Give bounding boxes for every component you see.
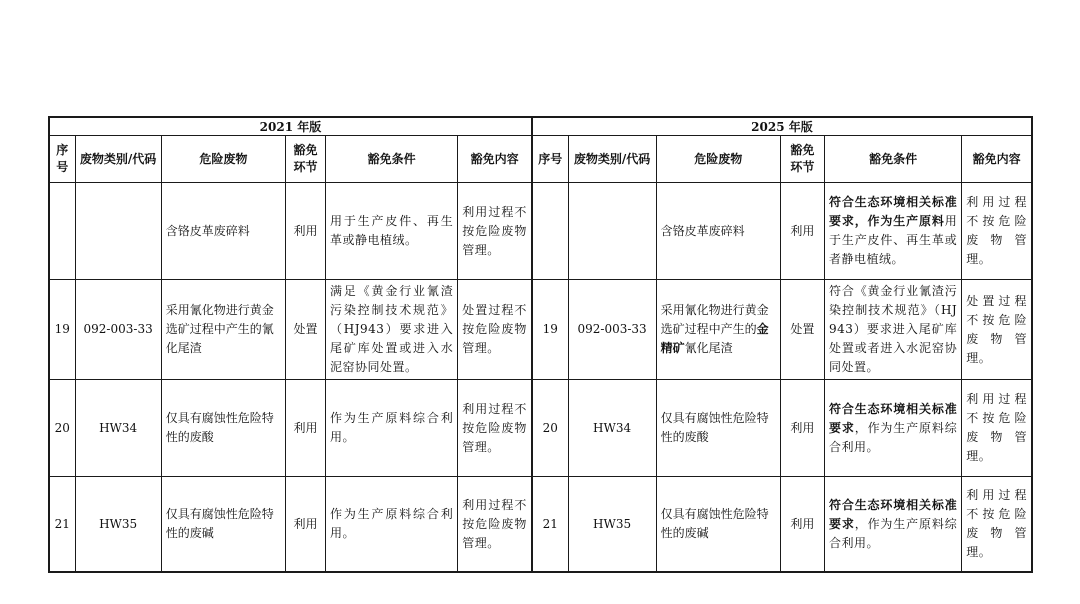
code-cell: 092-003-33 xyxy=(75,280,161,380)
content-cell: 利用过程不按危险废物管理。 xyxy=(458,183,532,280)
content-cell: 利用过程不按危险废物管理。 xyxy=(962,183,1032,280)
column-header-row xyxy=(49,136,1032,183)
content-cell: 处置过程不按危险废物管理。 xyxy=(458,280,532,380)
condition-text: 用于生产皮件、再生革或者静电植绒。 xyxy=(828,214,958,266)
waste-cell: 采用氰化物进行黄金选矿过程中产生的氰化尾渣 xyxy=(161,280,285,380)
waste-emphasis: 金精矿 xyxy=(660,322,769,355)
waste-text: 仅具有腐蚀性危险特性的废酸 xyxy=(660,411,769,444)
stage-cell: 利用 xyxy=(780,477,824,573)
condition-emphasis: 符合生态环境相关标准要求 xyxy=(828,401,958,435)
content-cell: 利用过程不按危险废物管理。 xyxy=(962,477,1032,573)
waste-text-tail: 氰化尾渣 xyxy=(684,341,733,355)
condition-emphasis: 符合生态环境相关标准要求，作为生产原料 xyxy=(828,195,958,228)
condition-cell: 用于生产皮件、再生革或静电植绒。 xyxy=(326,183,458,280)
stage-cell: 处置 xyxy=(780,280,824,380)
content-cell: 利用过程不按危险废物管理。 xyxy=(458,477,532,573)
header-condition-2021: 豁免条件 xyxy=(326,136,458,183)
condition-text: 符合《黄金行业氰渣污染控制技术规范》（HJ 943）要求进入尾矿库处置或者进入水泥窑协同处置。 xyxy=(828,284,958,374)
serial-cell: 19 xyxy=(49,280,75,380)
stage-cell: 利用 xyxy=(285,183,325,280)
serial-cell: 20 xyxy=(532,380,568,477)
serial-cell: 20 xyxy=(49,380,75,477)
waste-cell xyxy=(656,183,780,280)
header-content-2025: 豁免内容 xyxy=(962,136,1032,183)
waste-text: 含铬皮革废碎料 xyxy=(660,223,745,238)
header-waste-2021: 危险废物 xyxy=(161,136,285,183)
waste-cell: 含铬皮革废碎料 xyxy=(161,183,285,280)
table-row xyxy=(49,183,1032,280)
header-serial-2025: 序号 xyxy=(532,136,568,183)
waste-cell xyxy=(656,280,780,380)
table-row xyxy=(49,477,1032,573)
code-cell xyxy=(568,183,656,280)
content-cell: 利用过程不按危险废物管理。 xyxy=(458,380,532,477)
comparison-table-container xyxy=(48,116,1033,573)
code-cell: HW35 xyxy=(568,477,656,573)
content-cell: 利用过程不按危险废物管理。 xyxy=(962,380,1032,477)
version-2021-header: 2021 年版 xyxy=(49,117,532,136)
content-cell: 处置过程不按危险废物管理。 xyxy=(962,280,1032,380)
exemption-comparison-table xyxy=(48,116,1033,573)
header-code-2021: 废物类别/代码 xyxy=(75,136,161,183)
stage-cell: 利用 xyxy=(285,477,325,573)
table-row xyxy=(49,380,1032,477)
condition-cell: 满足《黄金行业氰渣污染控制技术规范》（HJ943）要求进入尾矿库处置或进入水泥窑协同处置。 xyxy=(326,280,458,380)
header-stage-2025: 豁免环节 xyxy=(780,136,824,183)
waste-cell: 仅具有腐蚀性危险特性的废碱 xyxy=(161,477,285,573)
condition-text: ，作为生产原料综合利用。 xyxy=(828,420,958,454)
condition-cell xyxy=(824,380,961,477)
condition-cell: 作为生产原料综合利用。 xyxy=(326,380,458,477)
condition-cell xyxy=(824,183,961,280)
header-code-2025: 废物类别/代码 xyxy=(568,136,656,183)
serial-cell: 21 xyxy=(49,477,75,573)
code-cell: HW34 xyxy=(75,380,161,477)
header-content-2021: 豁免内容 xyxy=(458,136,532,183)
stage-cell: 利用 xyxy=(285,380,325,477)
stage-cell: 利用 xyxy=(780,183,824,280)
serial-cell xyxy=(532,183,568,280)
header-waste-2025: 危险废物 xyxy=(656,136,780,183)
waste-text: 仅具有腐蚀性危险特性的废碱 xyxy=(660,507,769,540)
stage-cell: 利用 xyxy=(780,380,824,477)
version-2025-header: 2025 年版 xyxy=(532,117,1032,136)
serial-cell: 21 xyxy=(532,477,568,573)
header-serial-2021: 序号 xyxy=(49,136,75,183)
condition-emphasis: 符合生态环境相关标准要求 xyxy=(828,497,958,531)
waste-cell: 仅具有腐蚀性危险特性的废酸 xyxy=(161,380,285,477)
header-stage-2021: 豁免环节 xyxy=(285,136,325,183)
condition-cell xyxy=(824,280,961,380)
condition-cell xyxy=(824,477,961,573)
code-cell xyxy=(75,183,161,280)
waste-text: 采用氰化物进行黄金选矿过程中产生的 xyxy=(660,303,769,336)
serial-cell: 19 xyxy=(532,280,568,380)
version-header-row xyxy=(49,117,1032,136)
condition-text: ，作为生产原料综合利用。 xyxy=(828,516,958,550)
serial-cell xyxy=(49,183,75,280)
condition-cell: 作为生产原料综合利用。 xyxy=(326,477,458,573)
header-condition-2025: 豁免条件 xyxy=(824,136,961,183)
code-cell: HW35 xyxy=(75,477,161,573)
waste-cell xyxy=(656,380,780,477)
code-cell: HW34 xyxy=(568,380,656,477)
table-row xyxy=(49,280,1032,380)
code-cell: 092-003-33 xyxy=(568,280,656,380)
waste-cell xyxy=(656,477,780,573)
stage-cell: 处置 xyxy=(285,280,325,380)
